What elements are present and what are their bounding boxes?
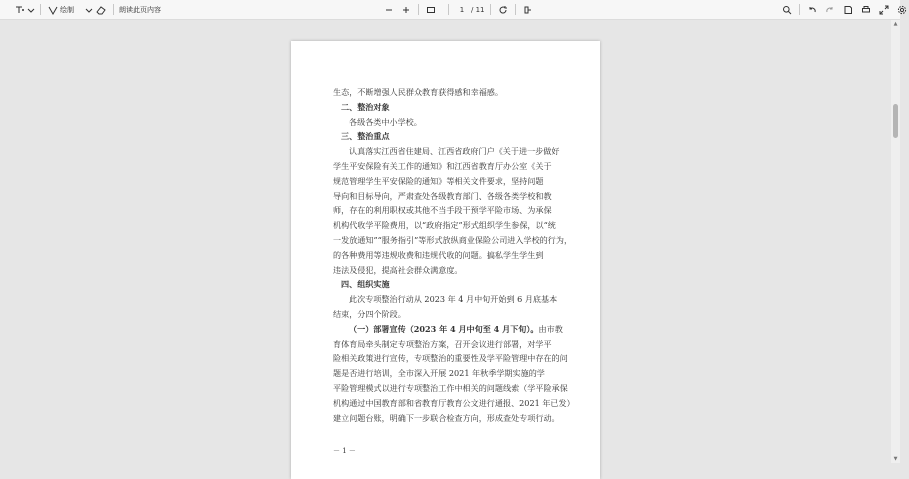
line-text: 二、整治对象 (341, 101, 390, 112)
divider (113, 4, 114, 15)
phase-heading: （一）部署宣传（2023 年 4 月中旬至 4 月下旬）。 (349, 323, 539, 334)
line-text: 违法及侵犯，提高社会群众满意度。 (333, 264, 463, 275)
line-text: 题是否进行培训，全市深入开展 2021 年秋季学期实施的学 (333, 368, 545, 379)
section-heading (333, 277, 559, 292)
draw-label[interactable]: 绘制 (60, 5, 74, 14)
scroll-down-icon[interactable]: ▼ (893, 456, 898, 462)
page-total: / 11 (471, 5, 485, 14)
paragraph-line (333, 411, 559, 426)
paragraph-line (333, 366, 559, 381)
settings-icon[interactable] (895, 3, 909, 17)
divider (490, 4, 491, 15)
line-text: 规范管理学生平安保险的通知》等相关文件要求，坚持问题 (333, 175, 544, 186)
paragraph-line (333, 381, 568, 396)
divider (418, 4, 419, 15)
document-viewer[interactable] (0, 20, 900, 463)
divider (799, 4, 800, 15)
page-view-icon[interactable] (521, 3, 535, 17)
search-icon[interactable] (780, 3, 794, 17)
divider (515, 4, 516, 15)
chevron-down-icon[interactable] (84, 3, 94, 17)
add-text-icon[interactable] (13, 3, 27, 17)
pdf-page (291, 41, 600, 479)
line-text: 各级各类中小学校。 (349, 116, 422, 127)
paragraph-line (333, 292, 559, 307)
line-text: 四、组织实施 (341, 279, 390, 290)
paragraph-line (333, 263, 559, 278)
paragraph-line (333, 218, 559, 233)
page-indicator (456, 4, 485, 16)
page-number-input[interactable]: 1 (459, 5, 465, 14)
pdf-toolbar (0, 0, 900, 20)
line-text: 导向和目标导向，严肃查处各级教育部门、各级各类学校和教 (333, 190, 552, 201)
paragraph-line (333, 189, 559, 204)
zoom-in-icon[interactable] (399, 3, 413, 17)
section-heading (333, 100, 559, 115)
page-text (333, 85, 575, 425)
line-text: 师，存在的利用职权或其他不当手段干预学平险市场、为承保 (333, 205, 552, 216)
draw-icon[interactable] (46, 3, 60, 17)
zoom-out-icon[interactable] (382, 3, 396, 17)
scroll-up-icon[interactable]: ▲ (893, 21, 898, 27)
divider (448, 4, 449, 15)
paragraph-line (333, 322, 563, 337)
paragraph-line (333, 144, 559, 159)
paragraph-line (333, 396, 575, 411)
print-icon[interactable] (859, 3, 873, 17)
line-text: 建立问题台账，明确下一步联合检查方向，形成查处专项行动。 (333, 412, 560, 423)
section-heading (333, 129, 559, 144)
line-text: 由市教 (538, 323, 563, 334)
line-text: 险相关政策进行宣传，专项整治的重要性及学平险管理中存在的问 (333, 353, 568, 364)
paragraph-line (333, 351, 568, 366)
fullscreen-icon[interactable] (877, 3, 891, 17)
vertical-scrollbar[interactable] (891, 20, 900, 463)
paragraph-line (333, 159, 559, 174)
undo-icon[interactable] (805, 3, 819, 17)
line-text: 三、整治重点 (341, 131, 390, 142)
line-text: 结束，分四个阶段。 (333, 308, 406, 319)
paragraph-line (333, 337, 559, 352)
line-text: 机构通过中国教育部和省教育厅教育公文进行通报、2021 年已发） (333, 397, 575, 408)
line-text: 一发放通知”“服务指引”等形式放纵商业保险公司进入学校的行为， (333, 234, 573, 245)
eraser-icon[interactable] (94, 3, 108, 17)
line-text: 生态，不断增强人民群众教育获得感和幸福感。 (333, 87, 503, 97)
paragraph-line (333, 174, 559, 189)
line-text: 认真落实江西省住建局、江西省政府门户《关于进一步做好 (349, 146, 560, 157)
paragraph-line (333, 85, 559, 100)
page-footer-number: － 1 － (333, 447, 356, 455)
line-text: 学生平安保险有关工作的通知》和江西省教育厅办公室《关于 (333, 160, 552, 171)
paragraph-line (333, 115, 559, 130)
redo-icon[interactable] (823, 3, 837, 17)
paragraph-line (333, 307, 559, 322)
line-text: 此次专项整治行动从 2023 年 4 月中旬开始到 6 月底基本 (349, 294, 558, 305)
save-icon[interactable] (841, 3, 855, 17)
chevron-down-icon[interactable] (27, 3, 35, 17)
paragraph-line (333, 203, 559, 218)
divider (40, 4, 41, 15)
paragraph-line (333, 248, 559, 263)
line-text: 育体育局牵头制定专项整治方案，召开会议进行部署，对学平 (333, 338, 552, 349)
scrollbar-thumb[interactable] (893, 104, 898, 138)
line-text: 平险管理模式以进行专项整治工作中相关的问题线索（学平险承保 (333, 382, 568, 393)
line-text: 的各种费用等违规收费和违规代收的问题。搞私学生学生到 (333, 249, 544, 260)
paragraph-line (333, 233, 573, 248)
read-aloud-button[interactable]: 朗读此页内容 (119, 5, 161, 14)
fit-page-icon[interactable] (424, 3, 438, 17)
rotate-icon[interactable] (496, 3, 510, 17)
line-text: 机构代收学平险费用，以“政府指定”形式组织学生参保，以“统 (333, 220, 556, 231)
